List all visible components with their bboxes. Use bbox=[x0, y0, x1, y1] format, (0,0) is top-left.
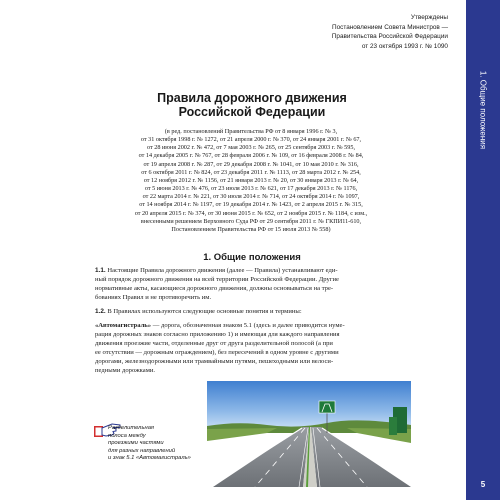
amendment-line: от 20 апреля 2015 г. № 374, от 30 июня 2015 г. № 652, от 2 ноября 2015 г. № 1184, с изм., bbox=[134, 209, 368, 217]
term-autobahn: «Автомагистраль» — дорога, обозначенная знаком 5.1 (здесь и далее приводится нуме- рация дорожных знаков согласно приложению 1) и имеющая для каждого направления движения проезжие части, отделенные друг от друга разделительной полосой (а при ее отсутствии — дорожным ограждением), без пересечений в одном уровне с другими дорогами, железнодорожными или трамвайными путями, пешеходными или велоси- педными дорожками. bbox=[95, 322, 345, 374]
section-title: 1. Общие положения bbox=[203, 252, 301, 263]
caption-line: проезжими частями bbox=[108, 440, 164, 447]
paragraph-number: 1.2. bbox=[95, 308, 106, 315]
caption-line: для разных направлений bbox=[108, 447, 176, 454]
amendment-line: от 28 июня 2002 г. № 472, от 7 мая 2003 г. № 265, от 25 сентября 2003 г. № 595, bbox=[146, 144, 356, 152]
amendment-line: от 19 апреля 2008 г. № 287, от 29 декабря 2008 г. № 1041, от 10 мая 2010 г. № 316, bbox=[143, 160, 359, 168]
paragraph-number: 1.1. bbox=[95, 267, 106, 274]
page-number: 5 bbox=[480, 480, 486, 489]
highway-illustration bbox=[207, 381, 411, 487]
sidebar-section-label: 1. Общие положения bbox=[478, 70, 488, 150]
paragraph-1-1: 1.1. Настоящие Правила дорожного движения (далее — Правила) устанавливают еди- ный порядок дорожного движения на всей территории Российской Федерации. Другие нормативные акты, касающиеся дорожного движения, должны основываться на тре- бованиях Правил и не противоречить им. bbox=[95, 267, 339, 301]
approval-block bbox=[218, 13, 448, 51]
document-title: Правила дорожного движения Российской Федерации bbox=[157, 91, 347, 119]
approval-line: Утверждены bbox=[410, 14, 448, 21]
approval-line: Правительства Российской Федерации bbox=[331, 33, 448, 41]
paragraph-1-2: 1.2. В Правилах используются следующие основные понятия и термины: bbox=[95, 308, 302, 315]
amendment-line: от 12 ноября 2012 г. № 1156, от 21 января 2013 г. № 20, от 30 января 2013 г. № 64, bbox=[143, 176, 359, 184]
amendments-block bbox=[96, 128, 406, 234]
chapter-sidebar bbox=[466, 0, 500, 500]
amendment-line: от 31 октября 1998 г. № 1272, от 21 апреля 2000 г. № 370, от 24 января 2001 г. № 67, bbox=[140, 136, 362, 144]
amendment-line: Постановлением Правительства РФ от 15 июля 2013 № 558) bbox=[171, 225, 331, 233]
caption-line: Разделительная bbox=[108, 425, 155, 431]
term-name: «Автомагистраль» bbox=[95, 322, 152, 329]
caption-line: полоса между bbox=[108, 432, 146, 439]
amendment-line: от 14 декабря 2005 г. № 767, от 28 февраля 2006 г. № 109, от 16 февраля 2008 г. № 84, bbox=[138, 152, 364, 160]
amendment-line: от 14 ноября 2014 г. № 1197, от 19 декабря 2014 г. № 1423, от 2 апреля 2015 г. № 315, bbox=[139, 201, 363, 209]
amendment-line: от 6 октября 2011 г. № 824, от 23 декабря 2011 г. № 1113, от 28 марта 2012 г. № 254, bbox=[141, 168, 361, 176]
caption-line: и знак 5.1 «Автомагистраль» bbox=[108, 455, 191, 462]
amendment-line: внесенными решением Верховного Суда РФ от 29 сентября 2011 г. № ГКПИ11-610, bbox=[140, 217, 362, 225]
amendment-line: (в ред. постановлений Правительства РФ от 8 января 1996 г. № 3, bbox=[164, 128, 338, 135]
amendment-line: от 22 марта 2014 г. № 221, от 30 июля 2014 г. № 714, от 24 октября 2014 г. № 1097, bbox=[142, 193, 360, 201]
amendment-line: от 5 июня 2013 г. № 476, от 23 июля 2013 г. № 621, от 17 декабря 2013 г. № 1176, bbox=[144, 185, 358, 193]
highway-photo bbox=[207, 381, 411, 487]
approval-line: Постановлением Совета Министров — bbox=[332, 23, 448, 31]
approval-line: от 23 октября 1993 г. № 1090 bbox=[361, 42, 448, 50]
